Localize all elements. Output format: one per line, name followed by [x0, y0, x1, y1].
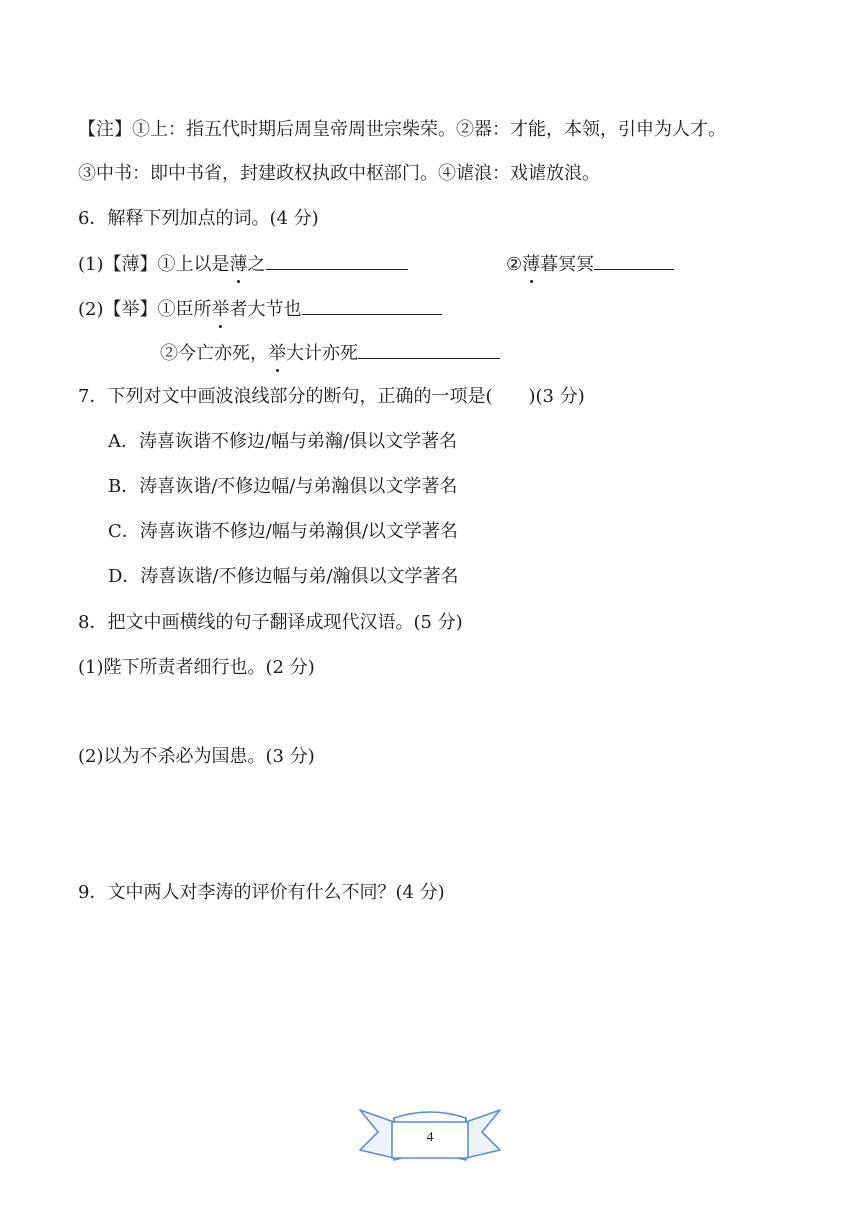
answer-blank[interactable]	[266, 251, 408, 270]
option-d[interactable]: D．涛喜诙谐/不修边幅与弟/瀚俱以文学著名	[108, 566, 459, 587]
question-8-sentence-1: (1)陛下所责者细行也。(2 分)	[78, 657, 315, 678]
question-6-item-1b	[506, 251, 674, 277]
page-number: 4	[426, 1130, 434, 1145]
q6-item2b-prefix: ②今亡亦死，	[160, 343, 268, 364]
question-6-item-2	[78, 296, 442, 322]
page-number-ribbon	[356, 1104, 504, 1168]
q6-item2-prefix: (2)【举】①臣所	[78, 299, 212, 320]
q6-item2-suffix: 者大节也	[229, 299, 302, 320]
answer-blank[interactable]	[358, 340, 500, 359]
q6-item1-suffix: 之	[247, 254, 266, 275]
answer-blank[interactable]	[302, 296, 442, 315]
q6-item2-dotted-word: 举	[211, 299, 230, 320]
option-a[interactable]: A．涛喜诙谐不修边/幅与弟瀚/俱以文学著名	[108, 431, 458, 452]
note-line-2: ③中书：即中书省，封建政权执政中枢部门。④谑浪：戏谑放浪。	[78, 163, 600, 184]
option-c[interactable]: C．涛喜诙谐不修边/幅与弟瀚俱/以文学著名	[108, 521, 458, 542]
question-6-item-2b	[160, 340, 500, 366]
question-6-title: 6．解释下列加点的词。(4 分)	[78, 208, 319, 229]
question-9-title: 9．文中两人对李涛的评价有什么不同？(4 分)	[78, 882, 445, 903]
q6-item2b-dotted-word: 举	[268, 343, 286, 364]
q6-item1b-prefix: ②	[506, 254, 523, 275]
q6-item2b-suffix: 大计亦死	[286, 343, 358, 364]
q6-item1-dotted-word: 薄	[229, 254, 248, 275]
question-6-item-1	[78, 251, 408, 277]
q6-item1-prefix: (1)【薄】①上以是	[78, 254, 230, 275]
question-8-sentence-2: (2)以为不杀必为国患。(3 分)	[78, 746, 315, 767]
q6-item1b-dotted-word: 薄	[522, 254, 541, 275]
q6-item1b-suffix: 暮冥冥	[540, 254, 595, 275]
option-b[interactable]: B．涛喜诙谐/不修边幅/与弟瀚俱以文学著名	[108, 476, 458, 497]
question-8-title: 8．把文中画横线的句子翻译成现代汉语。(5 分)	[78, 612, 463, 633]
answer-blank[interactable]	[594, 251, 674, 270]
question-7-title: 7．下列对文中画波浪线部分的断句，正确的一项是( )(3 分)	[78, 386, 585, 407]
note-line-1: 【注】①上：指五代时期后周皇帝周世宗柴荣。②器：才能，本领，引申为人才。	[78, 119, 726, 140]
